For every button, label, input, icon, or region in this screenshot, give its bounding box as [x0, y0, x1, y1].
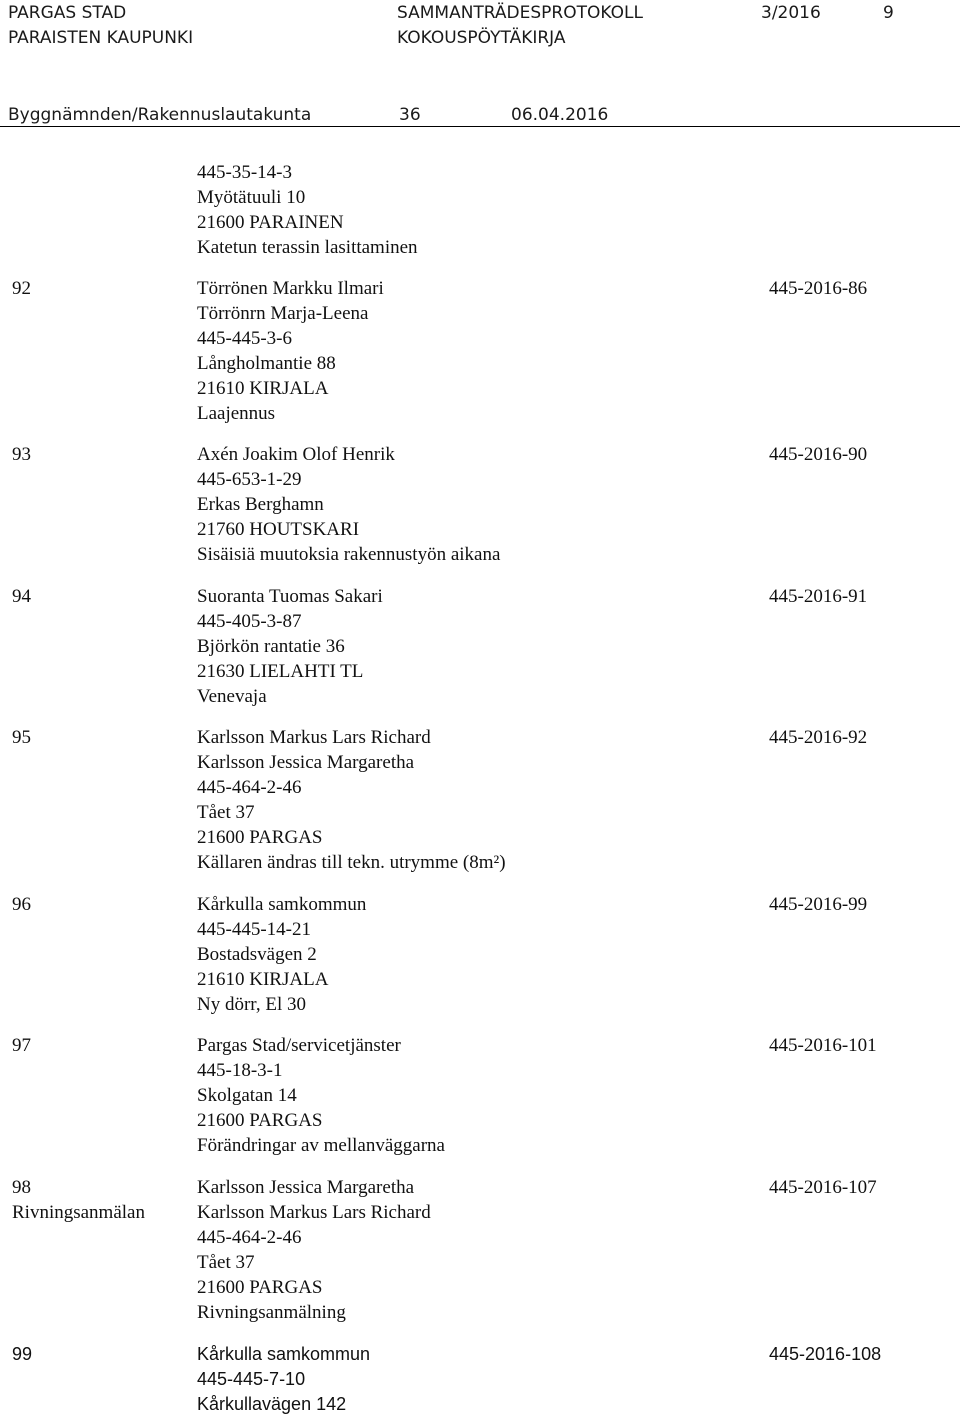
entry-number: 92 — [12, 278, 31, 299]
entry-lines — [197, 1033, 445, 1158]
entry-line: 445-464-2-46 — [197, 1227, 302, 1248]
entry-line: 445-464-2-46 — [197, 777, 302, 798]
reference-number: 445-2016-90 — [769, 444, 868, 465]
header-divider — [0, 126, 960, 127]
doc-type-sv: SAMMANTRÄDESPROTOKOLL — [397, 3, 643, 23]
entry-lines — [197, 584, 383, 709]
applicant-name: Kårkulla samkommun — [197, 894, 367, 915]
entry-number: 96 — [12, 894, 31, 915]
section-number: 36 — [399, 105, 421, 125]
committee-name: Byggnämnden/Rakennuslautakunta — [8, 105, 312, 125]
issue-number: 3/2016 — [761, 3, 821, 23]
entry-number: 94 — [12, 586, 31, 607]
entry-line: 21600 PARGAS — [197, 1277, 323, 1298]
entry-number: 97 — [12, 1035, 31, 1056]
entry-line: Källaren ändras till tekn. utrymme (8m²) — [197, 852, 506, 873]
entry-line: 21600 PARAINEN — [197, 212, 344, 233]
reference-number: 445-2016-86 — [769, 278, 868, 299]
entry-number: 95 — [12, 727, 31, 748]
entry-line: Erkas Berghamn — [197, 494, 324, 515]
entry-lines — [197, 892, 366, 1017]
entry-line: Törrönrn Marja-Leena — [197, 303, 369, 324]
entry-line: Björkön rantatie 36 — [197, 636, 345, 657]
entry-line: Långholmantie 88 — [197, 353, 336, 374]
applicant-name: Törrönen Markku Ilmari — [197, 278, 384, 299]
entry-line: 21610 KIRJALA — [197, 378, 329, 399]
applicant-name: Axén Joakim Olof Henrik — [197, 444, 395, 465]
applicant-name: Pargas Stad/servicetjänster — [197, 1035, 401, 1056]
entry-lines — [197, 442, 500, 567]
entry-line: Tået 37 — [197, 802, 255, 823]
entry-line: 21600 PARGAS — [197, 827, 323, 848]
entry-line: Rivningsanmälning — [197, 1302, 346, 1323]
entry-line: Förändringar av mellanväggarna — [197, 1135, 445, 1156]
entry-line: Laajennus — [197, 403, 276, 424]
applicant-name: Karlsson Markus Lars Richard — [197, 727, 431, 748]
entry-lines — [197, 1175, 431, 1325]
page-number: 9 — [883, 3, 894, 23]
entry-line: Karlsson Markus Lars Richard — [197, 1202, 431, 1223]
entry-line: 445-35-14-3 — [197, 162, 292, 183]
reference-number: 445-2016-91 — [769, 586, 868, 607]
entry-line: Sisäisiä muutoksia rakennustyön aikana — [197, 544, 501, 565]
entry-lines — [197, 276, 384, 426]
entry-line: Tået 37 — [197, 1252, 255, 1273]
meeting-date: 06.04.2016 — [511, 105, 609, 125]
continuation-lines — [197, 160, 418, 260]
applicant-name: Suoranta Tuomas Sakari — [197, 586, 383, 607]
entry-line: Skolgatan 14 — [197, 1085, 297, 1106]
reference-number: 445-2016-101 — [769, 1035, 877, 1056]
org-name-fi: PARAISTEN KAUPUNKI — [8, 28, 194, 48]
applicant-name: Karlsson Jessica Margaretha — [197, 1177, 415, 1198]
entry-line: 445-445-7-10 — [197, 1369, 306, 1389]
reference-number: 445-2016-99 — [769, 894, 868, 915]
entry-line: 445-445-3-6 — [197, 328, 292, 349]
entry-line: Venevaja — [197, 686, 267, 707]
applicant-name: Kårkulla samkommun — [197, 1344, 371, 1364]
entry-number: 99 — [12, 1344, 33, 1364]
entry-line: Bostadsvägen 2 — [197, 944, 317, 965]
entry-line: 445-445-14-21 — [197, 919, 311, 940]
entry-line: Kårkullavägen 142 — [197, 1394, 347, 1414]
reference-number: 445-2016-92 — [769, 727, 868, 748]
org-name-sv: PARGAS STAD — [8, 3, 127, 23]
entry-number: 98 — [12, 1177, 31, 1198]
entry-lines — [197, 725, 506, 875]
entry-number: 93 — [12, 444, 31, 465]
entry-lines — [197, 1342, 370, 1417]
entry-line: Myötätuuli 10 — [197, 187, 306, 208]
entry-line: 21610 KIRJALA — [197, 969, 329, 990]
reference-number: 445-2016-108 — [769, 1344, 882, 1364]
entry-line: Katetun terassin lasittaminen — [197, 237, 418, 258]
entry-line: 21760 HOUTSKARI — [197, 519, 360, 540]
entry-category: Rivningsanmälan — [12, 1202, 145, 1223]
doc-type-fi: KOKOUSPÖYTÄKIRJA — [397, 28, 566, 48]
entry-line: 21630 LIELAHTI TL — [197, 661, 364, 682]
entry-line: Ny dörr, El 30 — [197, 994, 306, 1015]
entry-line: 445-653-1-29 — [197, 469, 302, 490]
reference-number: 445-2016-107 — [769, 1177, 877, 1198]
entry-line: 445-405-3-87 — [197, 611, 302, 632]
entry-line: Karlsson Jessica Margaretha — [197, 752, 415, 773]
entry-line: 445-18-3-1 — [197, 1060, 283, 1081]
entry-line: 21600 PARGAS — [197, 1110, 323, 1131]
